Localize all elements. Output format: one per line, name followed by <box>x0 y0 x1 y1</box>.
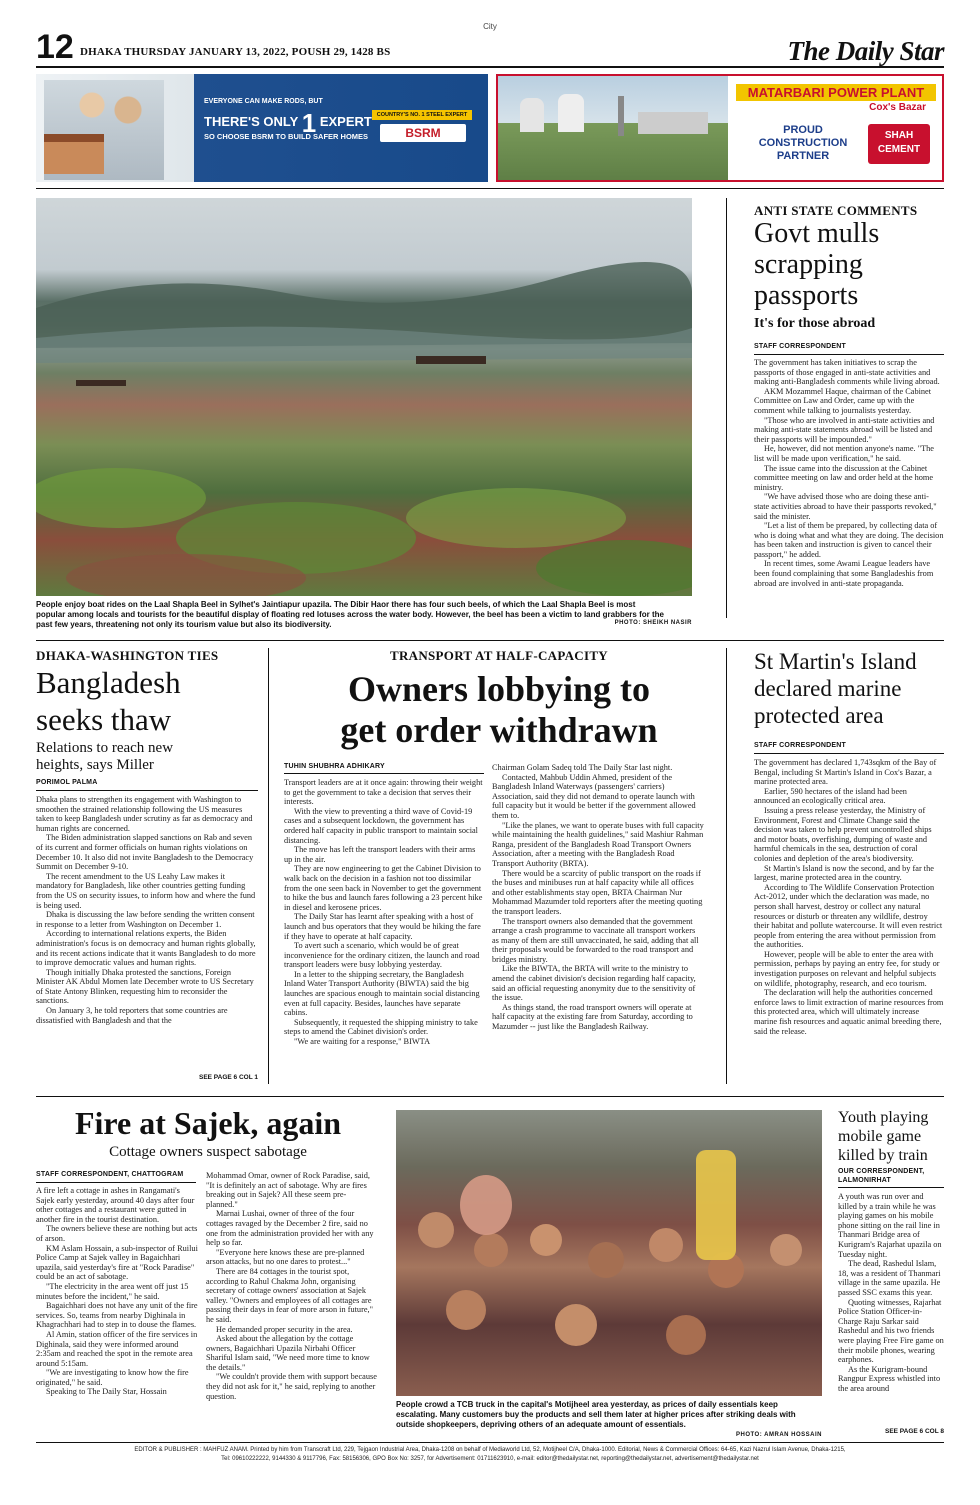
paragraph: There are 84 cottages in the tourist spot, according to Rahul Chakma John, organising secretary of cottage owners' association at Sajek valley. "Owners and employees of all cottages are passing their days in fear of more arson in future," he said. <box>206 1266 373 1324</box>
paragraph: "Those who are involved in anti-state activities and making anti-state statements abroad will be listed and their passports will be impounded." <box>754 415 935 444</box>
photo2-caption: People crowd a TCB truck in the capital's Motijheel area yesterday, as prices of daily essentials keep escalating. Many customers buy the products and sell them later at higher prices after striking deals with outside shopkeepers, depriving others of an adequate amount of essentials. <box>396 1400 796 1429</box>
paragraph: Transport leaders are at it once again: throwing their weight to get the government to take a decision that serves their interests. <box>284 778 483 807</box>
shah-cement-ad[interactable] <box>496 74 944 182</box>
paragraph: According to international relations experts, the Biden administration's focus is on democracy and human rights globally, and its recent actions indicate that it wants Bangladesh to do more to improve democratic values and human rights. <box>36 929 256 968</box>
paragraph: To avert such a scenario, which would be of great inconvenience for the ordinary citizen, the launch and road transport leaders were busy lobbying yesterday. <box>284 941 480 970</box>
paragraph: With the view to preventing a third wave of Covid-19 cases and a subsequent lockdown, the government has ordered half capacity in public transport to maintain social distancing. <box>284 806 478 845</box>
transport-col2 <box>492 763 704 1082</box>
paragraph: In recent times, some Awami League leaders have been found complaining that some Bangladeshis from abroad are involved in anti-state propaganda. <box>754 559 934 588</box>
paragraph: Asked about the allegation by the cottage owners, Bagaichhari Upazila Nirbahi Officer Shariful Islam said, "We need more time to know the details." <box>206 1334 370 1372</box>
sajek-headline: Fire at Sajek, again <box>74 1105 342 1141</box>
footer-rule <box>36 1442 944 1443</box>
ad-proud-1: PROUD <box>783 124 823 136</box>
ad-badge: COUNTRY'S NO. 1 STEEL EXPERT <box>372 110 472 120</box>
paragraph: He, however, did not mention anyone's name. "The list will be made upon verification," he said. <box>754 444 934 463</box>
paragraph: "We couldn't provide them with support because they did not ask for it," he said, replying to another question. <box>206 1372 377 1401</box>
ad-shah-subtitle: Cox's Bazar <box>869 102 926 113</box>
passports-body <box>754 358 944 633</box>
sajek-col2 <box>206 1171 378 1424</box>
footer-line2: Tel: 09610222222, 9144330 & 9117796, Fax: 58156306, GPO Box No: 3257, for Advertisement: 01711623910, e-mail: editor@thedailystar.net, reporting@thedailystar.net, advertisement@thedailystar.net <box>221 1456 759 1462</box>
sajek-byline: STAFF CORRESPONDENT, CHATTOGRAM <box>36 1171 184 1178</box>
header-rule <box>36 66 944 68</box>
paragraph: Speaking to The Daily Star, Hossain <box>46 1387 167 1397</box>
paragraph: The declaration will help the authorities concerned enforce laws to limit extraction of marine resources from this protected area, which will ultimately increase marine fish resources and aquatic animal breeding there, said the release. <box>754 988 944 1036</box>
youth-byline-2: LALMONIRHAT <box>838 1177 892 1184</box>
paragraph: The government has taken initiatives to scrap the passports of those engaged in anti-state activities and making anti-Bangladesh comments while living abroad. <box>754 358 940 387</box>
paragraph: Subsequently, it requested the shipping ministry to take steps to amend the Cabinet division's order. <box>284 1017 478 1037</box>
ad-proud-3: PARTNER <box>776 150 830 162</box>
shah-logo-line1: SHAH <box>884 130 914 141</box>
youth-body <box>838 1192 944 1426</box>
lotus-lake-photo <box>36 198 692 596</box>
paragraph: "We are waiting for a response," BIWTA <box>294 1037 431 1047</box>
dhakawash-headline-1: Bangladesh <box>36 665 181 700</box>
passports-deck: It's for those abroad <box>754 316 876 331</box>
ads-rule <box>36 188 944 189</box>
transport-kicker: TRANSPORT AT HALF-CAPACITY <box>389 648 608 663</box>
stmartin-byline: STAFF CORRESPONDENT <box>754 742 846 749</box>
photo1-caption: People enjoy boat rides on the Laal Shapla Beel in Sylhet's Jaintiapur upazila. The Dibir Haor there has four such beels, of which the Laal Shapla Beel is most popular among locals and tourists for the beautiful display of floating red lotuses across the water body. However, the beel has been a victim to land grabbers for the past few years, threatening not only its tourism value but also its biodiversity. <box>36 600 664 629</box>
paragraph: Quoting witnesses, Rajarhat Police Station Officer-in-Charge Raju Sarkar said Rashedul and his two friends were playing Free Fire game on their mobile phones, wearing earphones. <box>838 1297 944 1365</box>
paragraph: However, people will be able to enter the area with permission, perhaps by paying an entry fee, for study or investigation purposes on relevant and helpful subjects on wildlife, photography, research, and eco tourism. <box>754 949 940 988</box>
transport-rule <box>284 773 484 774</box>
sajek-col1 <box>36 1186 198 1424</box>
paragraph: The move has left the transport leaders with their arms up in the air. <box>284 845 476 864</box>
youth-headline <box>838 1108 928 1165</box>
paragraph: The government has declared 1,743sqkm of the Bay of Bengal, including St Martin's Island in Cox's Bazar, a marine protected area. <box>754 758 937 787</box>
tcb-crowd-photo <box>396 1110 822 1396</box>
paragraph: On January 3, he told reporters that some countries are dissatisfied with Bangladesh and that the <box>36 1006 228 1025</box>
passports-headline <box>754 218 879 311</box>
paragraph: Al Amin, station officer of the fire services in Dighinala, said they were informed around 2:35am and reached the spot in the remote area around 5:15am. <box>36 1329 198 1368</box>
dhakawash-deck-2: heights, says Miller <box>36 757 154 773</box>
youth-byline-1: OUR CORRESPONDENT, <box>838 1168 925 1175</box>
transport-headline <box>284 669 714 751</box>
paragraph: As the Kurigram-bound Rangpur Express whistled into the area around <box>838 1364 941 1393</box>
transport-headline-1: Owners lobbying to <box>347 669 651 709</box>
paragraph: As things stand, the road transport owners will operate at half capacity at the existing fare from Saturday, according to Mazumder -- just like the Bangladesh Railway. <box>492 1002 693 1032</box>
ad-line2a: THERE'S ONLY <box>204 114 299 129</box>
section-label: City <box>483 22 497 31</box>
paragraph: Dhaka plans to strengthen its engagement with Washington to smoothen the strained relationship following the US measures taken to keep Bangladesh under scrutiny as far as democracy and human rights are concerned. <box>36 795 253 833</box>
youth-headline-1: Youth playing <box>838 1109 929 1126</box>
dhakawash-body <box>36 795 258 1071</box>
bsrm-logo: BSRM <box>380 124 466 142</box>
paragraph: Like the BIWTA, the BRTA will write to the ministry to amend the cabinet division's decision regarding half capacity, said an official requesting anonymity due to the sensitivity of the issue. <box>492 964 696 1003</box>
ad-house-image <box>44 134 104 174</box>
dhakawash-headline-2: seeks thaw <box>36 702 172 737</box>
paragraph: The Daily Star has learnt after speaking with a host of launch and bus operators that they would be hiking the fare if they have to operate at half capacity. <box>284 912 481 941</box>
stmartin-rule <box>754 753 944 754</box>
dhakawash-byline: PORIMOL PALMA <box>36 779 98 786</box>
photo2-credit: PHOTO: AMRAN HOSSAIN <box>735 1432 822 1438</box>
right-col-rule <box>726 198 727 618</box>
dhakawash-kicker: DHAKA-WASHINGTON TIES <box>36 648 219 663</box>
footer-imprint <box>36 1446 944 1464</box>
paragraph: "Let a list of them be prepared, by collecting data of who is doing what and what they are doing. The decision has been taken and instruction is given to cancel their passport," he added. <box>754 521 944 559</box>
stmartin-headline-3: protected area <box>754 703 884 728</box>
lower-rule <box>36 1096 944 1097</box>
paragraph: The owners believe these are nothing but acts of arson. <box>36 1224 198 1243</box>
dhakawash-deck <box>36 740 173 774</box>
stmartin-headline-1: St Martin's Island <box>754 649 917 674</box>
footer-line1: EDITOR & PUBLISHER : MAHFUZ ANAM. Printed by him from Transcraft Ltd, 229, Tejgaon Industrial Area, Dhaka-1208 on behalf of Mediaworld Ltd, 52, Motijheel C/A, Dhaka-1000. Editorial, News & Commercial Offices: 64-65, Kazi Nazrul Islam Avenue, Dhaka-1215, <box>134 1447 846 1453</box>
paragraph: "We have advised those who are doing these anti-state activities abroad to have their passports revoked," said the minister. <box>754 492 937 521</box>
passports-headline-2: scrapping <box>754 249 863 280</box>
dhakawash-headline <box>36 664 181 738</box>
paragraph: Mohammad Omar, owner of Rock Paradise, said, "It is definitely an act of sabotage. Why are fires breaking out in Sajek? All these seem pre-planned." <box>206 1171 370 1209</box>
paragraph: A youth was run over and killed by a train while he was playing games on his mobile phone sitting on the rail line in Thanmari Bridge area of Kurigram's Rajarhat upazila on Tuesday night. <box>838 1192 942 1259</box>
youth-headline-2: mobile game <box>838 1128 922 1145</box>
paragraph: AKM Mozammel Haque, chairman of the Cabinet Committee on Law and Order, came up with the comment while talking to journalists yesterday. <box>754 386 932 415</box>
paragraph: According to The Wildlife Conservation Protection Act-2012, under which the declaration was made, no person shall harvest, destroy or collect any natural resources or disturb or threaten any wildlife, destroy their habitat and pollute watercourse. It will even restrict people from entering the area without permission from the authorities. <box>754 882 943 950</box>
sajek-deck: Cottage owners suspect sabotage <box>109 1144 307 1160</box>
paragraph: Dhaka is discussing the law before sending the written consent in response to a letter from Washington on December 1. <box>36 910 255 929</box>
photo1-credit: PHOTO: SHEIKH NASIR <box>614 620 692 626</box>
paragraph: Contacted, Mahbub Uddin Ahmed, president of the Bangladesh Inland Waterways (passengers' carriers) Association, said they did not demand to operate launch with full capacity but it would be better if the government allowed them to. <box>492 772 696 820</box>
shah-logo <box>868 124 930 164</box>
passports-rule <box>754 354 944 355</box>
paragraph: A fire left a cottage in ashes in Rangamati's Sajek early yesterday, around 40 days after four other cottages and a restaurant were gutted in another fire in the tourist destination. <box>36 1186 195 1224</box>
paragraph: Though initially Dhaka protested the sanctions, Foreign Minister AK Abdul Momen late December wrote to US Secretary of State Antony Blinken, requesting him to reconsider the sanctions. <box>36 967 254 1006</box>
transport-byline: TUHIN SHUBHRA ADHIKARY <box>284 763 385 770</box>
crowd-scene <box>396 1110 822 1396</box>
stmartin-headline <box>754 648 917 729</box>
paragraph: The Biden administration slapped sanctions on Rab and seven of its current and former officials on human rights violations on December 10. It also did not invite Bangladesh to the Democracy Summit on December 9-10. <box>36 833 254 872</box>
dateline: DHAKA THURSDAY JANUARY 13, 2022, POUSH 29, 1428 BS <box>80 46 391 58</box>
passports-headline-3: passports <box>754 280 859 311</box>
youth-byline <box>838 1167 924 1185</box>
passports-kicker: ANTI STATE COMMENTS <box>754 203 918 218</box>
youth-headline-3: killed by train <box>838 1147 928 1164</box>
ad-shah-title: MATARBARI POWER PLANT <box>736 84 936 101</box>
transport-headline-2: get order withdrawn <box>340 710 658 750</box>
dhakawash-rule <box>36 790 258 791</box>
ad-line1: EVERYONE CAN MAKE RODS, BUT <box>204 98 323 105</box>
paragraph: Bagaichhari does not have any unit of the fire services. So, teams from nearby Dighinala in Khagrachhari had to step in to douse the flames. <box>36 1301 198 1330</box>
paragraph: There would be a scarcity of public transport on the roads if the buses and minibuses run at half capacity while all offices and other establishments stay open, BRTA Chairman Nur Mohammad Mazumder told reporters after the meeting quoting the transport leaders. <box>492 868 703 916</box>
paragraph: The transport owners also demanded that the government arrange a crash programme to vaccinate all transport workers as many of them are still unvaccinated, he said, adding that all their proposals would be forwarded to the road transport and bridges ministry. <box>492 916 699 964</box>
paragraph: "Like the planes, we want to operate buses with full capacity while maintaining the health guidelines," said Mashiur Rahman Ranga, president of the Bangladesh Road Transport Owners Association, after a meeting with the Bangladesh Road Transport Authority (BRTA). <box>492 820 704 868</box>
shah-logo-line2: CEMENT <box>877 144 921 155</box>
paragraph: He demanded proper security in the area. <box>216 1324 353 1334</box>
stmartin-headline-2: declared marine <box>754 676 902 701</box>
paragraph: The recent amendment to the US Leahy Law makes it mandatory for Bangladesh, like other countries getting funding from the US on security issues, to inform how and where the fund is being used. <box>36 871 256 910</box>
transport-col1 <box>284 778 484 1082</box>
masthead: The Daily Star <box>787 36 944 66</box>
stmartin-body <box>754 758 944 1084</box>
ad-big-one: 1 <box>301 108 317 138</box>
dhakawash-see-page: SEE PAGE 6 COL 1 <box>198 1074 258 1081</box>
col-divider-1 <box>268 648 269 1084</box>
youth-see-page: SEE PAGE 6 COL 8 <box>884 1428 944 1435</box>
col-divider-2 <box>726 648 727 1084</box>
paragraph: The issue came into the discussion at the Cabinet committee meeting on law and order held at the home ministry. <box>754 463 934 492</box>
paragraph: In a letter to the shipping secretary, the Bangladesh Inland Water Transport Authority (BIWTA) said the big launches are spacious enough to maintain social distancing even at full capacity. Besides, launches have separate cabins. <box>284 969 480 1018</box>
ad-proud-block <box>748 124 858 163</box>
power-plant-image <box>498 76 728 180</box>
paragraph: "We are investigating to know how the fire originated," he said. <box>36 1368 189 1387</box>
lotus-scene <box>36 198 692 596</box>
bsrm-ad[interactable] <box>36 74 488 182</box>
youth-rule <box>838 1187 944 1188</box>
sajek-rule <box>36 1182 196 1183</box>
page-number: 12 <box>36 28 74 66</box>
paragraph: KM Aslam Hossain, a sub-inspector of Ruilui Police Camp at Sajek valley in Bagaichhari upazila, said yesterday's fire at "Rock Paradise" could be an act of sabotage. <box>36 1243 198 1282</box>
passports-headline-1: Govt mulls <box>754 218 880 249</box>
dhakawash-deck-1: Relations to reach new <box>36 740 174 756</box>
paragraph: Issuing a press release yesterday, the Ministry of Environment, Forest and Climate Change said the decision was taken to help prevent uncontrolled ships and motor boats, overfishing, dumping of waste and harmful chemicals in the sea, destruction of coral colonies and depletion of the area's biodiversity. <box>754 805 932 863</box>
paragraph: Earlier, 590 hectares of the island had been announced an ecologically critical area. <box>754 786 907 806</box>
paragraph: They are now engineering to get the Cabinet Division to walk back on the decision in a fashion not too dissimilar from the one seen back in November to get the government to hike the bus and launch fares following a 23 percent hike in diesel and kerosene prices. <box>284 864 483 912</box>
mid-rule <box>36 640 944 641</box>
paragraph: "Everyone here knows these are pre-planned arson attacks, but no one dares to protest..." <box>206 1247 365 1267</box>
passports-byline: STAFF CORRESPONDENT <box>754 343 846 350</box>
paragraph: Marnai Lushai, owner of three of the four cottages ravaged by the December 2 fire, said no one from the administration provided her with any help so far. <box>206 1209 374 1248</box>
ad-proud-2: CONSTRUCTION <box>758 137 848 149</box>
paragraph: "The electricity in the area went off just 15 minutes before the incident," he said. <box>36 1281 189 1301</box>
paragraph: St Martin's Island is now the second, and by far the largest, marine protected area in the country. <box>754 863 934 883</box>
paragraph: Chairman Golam Sadeq told The Daily Star last night. <box>492 763 673 772</box>
ad-line3: SO CHOOSE BSRM TO BUILD SAFER HOMES <box>204 132 369 141</box>
ad-line2b: EXPERT <box>319 114 372 129</box>
paragraph: The dead, Rashedul Islam, 18, was a resident of Thanmari village in the same upazila. He passed SSC exams this year. <box>838 1259 941 1297</box>
